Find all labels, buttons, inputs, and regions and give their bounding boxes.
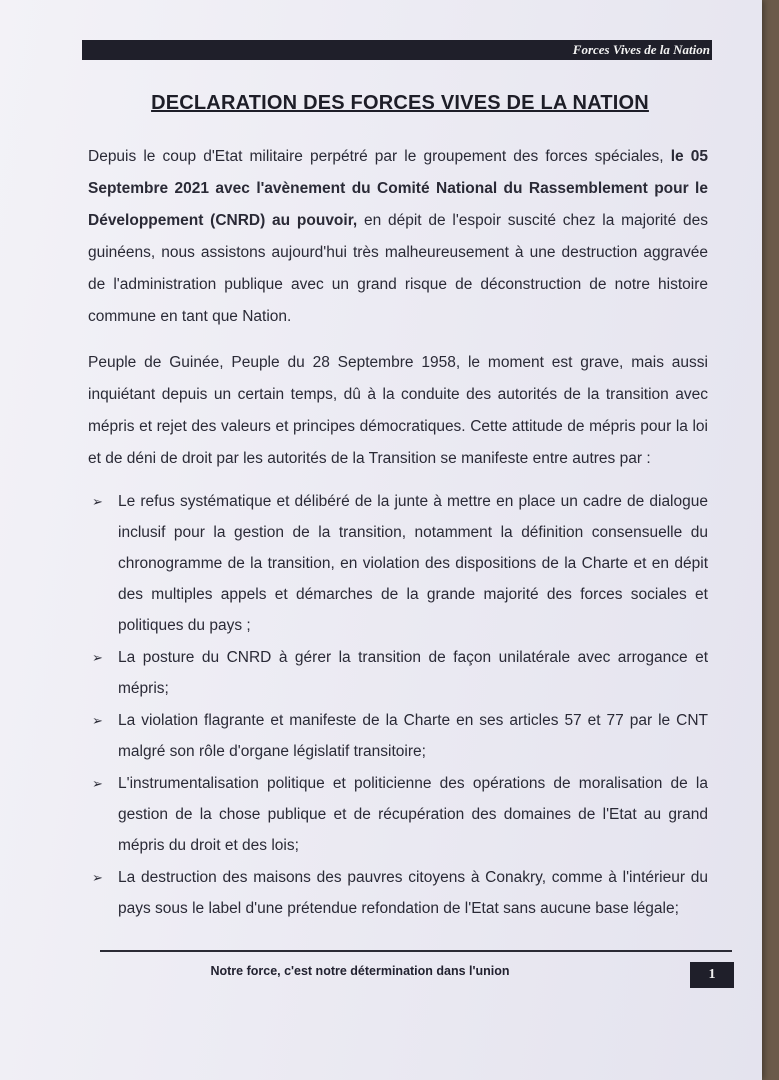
- arrow-bullet-icon: ➢: [92, 650, 103, 665]
- list-item: [88, 642, 708, 704]
- arrow-bullet-icon: ➢: [92, 776, 103, 791]
- page-title: DECLARATION DES FORCES VIVES DE LA NATION: [151, 92, 649, 114]
- list-item: [88, 486, 708, 641]
- paragraph-1-text-end: en dépit de l'espoir suscité chez la majorité des guinéens, nous assistons aujourd'hui très malheureusement à une destruction aggravée de l'administration publique avec un grand risque de déconstruction de notre histoire commune en tant que Nation.: [88, 212, 708, 325]
- list-item: [88, 862, 708, 924]
- paragraph-1: [88, 141, 708, 333]
- header-bar: [82, 40, 712, 60]
- list-item-text: L'instrumentalisation politique et politicienne des opérations de moralisation de la gestion de la chose publique et de récupération des domaines de l'Etat au grand mépris du droit et des lois;: [118, 775, 708, 854]
- footer-motto: Notre force, c'est notre détermination dans l'union: [210, 964, 510, 978]
- arrow-bullet-icon: ➢: [92, 870, 103, 885]
- list-item-text: Le refus systématique et délibéré de la junte à mettre en place un cadre de dialogue inclusif pour la gestion de la transition, notamment la définition consensuelle du chronogramme de la transition, en violation des dispositions de la Charte et en dépit des multiples appels et démarches de la grande majorité des forces sociales et politiques du pays ;: [118, 493, 708, 634]
- arrow-bullet-icon: ➢: [92, 494, 103, 509]
- list-item-text: La violation flagrante et manifeste de la Charte en ses articles 57 et 77 par le CNT malgré son rôle d'organe législatif transitoire;: [118, 712, 708, 760]
- paragraph-1-text: Depuis le coup d'Etat militaire perpétré par le groupement des forces spéciales,: [88, 148, 671, 165]
- footer-divider: [100, 950, 732, 952]
- list-item: [88, 768, 708, 861]
- paragraph-2: Peuple de Guinée, Peuple du 28 Septembre 1958, le moment est grave, mais aussi inquiétant depuis un certain temps, dû à la conduite des autorités de la transition avec mépris et rejet des valeurs et principes démocratiques. Cette attitude de mépris pour la loi et de déni de droit par les autorités de la Transition se manifeste entre autres par :: [88, 354, 708, 467]
- header-text: Forces Vives de la Nation: [572, 42, 710, 57]
- list-item: [88, 705, 708, 767]
- bullet-list: [88, 486, 708, 925]
- page-number: 1: [690, 962, 734, 988]
- list-item-text: La destruction des maisons des pauvres citoyens à Conakry, comme à l'intérieur du pays sous le label d'une prétendue refondation de l'Etat sans aucune base légale;: [118, 869, 708, 917]
- arrow-bullet-icon: ➢: [92, 713, 103, 728]
- paragraph-1-bold: le 05 Septembre 2021 avec l'avènement du Comité National du Rassemblement pour le Développement (CNRD) au pouvoir,: [88, 148, 708, 229]
- list-item-text: La posture du CNRD à gérer la transition de façon unilatérale avec arrogance et mépris;: [118, 649, 708, 697]
